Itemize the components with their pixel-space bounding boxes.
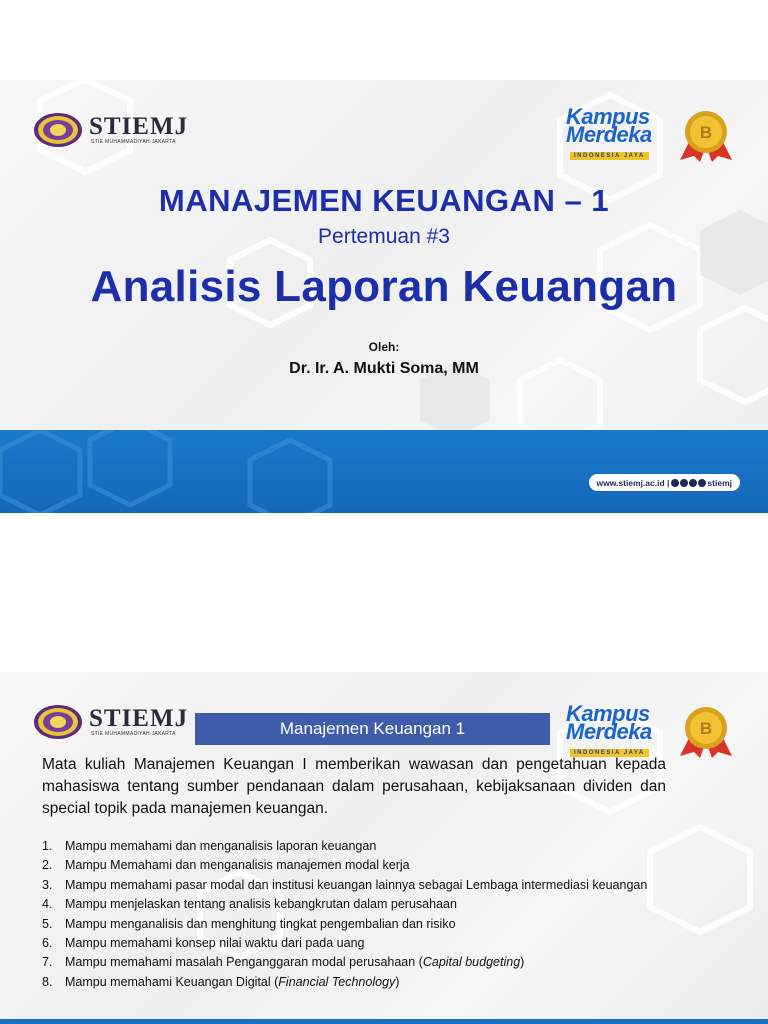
kampus-merdeka-line1: Kampus [566,104,650,129]
kampus-merdeka-line1: Kampus [566,701,650,726]
university-seal-icon [33,112,83,148]
list-item: 8. Mampu memahami Keuangan Digital (Financial Technology) [42,974,400,989]
title-slide [0,80,768,513]
lecture-title: Analisis Laporan Keuangan [90,262,678,311]
medal-letter: B [699,719,713,738]
logo-name: STIEMJ [89,113,189,140]
kampus-merdeka-line2: Merdeka [566,719,652,744]
social-handle: stiemj [707,477,732,488]
list-item: 1. Mampu memahami dan menganalisis laporan keuangan [42,839,377,853]
medal-letter: B [699,123,713,142]
university-seal-icon [33,704,83,740]
website-url: www.stiemj.ac.id | [596,477,670,488]
facebook-icon [698,479,706,487]
social-icons [670,479,706,487]
course-description-slide [0,672,768,1024]
logo-subtitle: STIE MUHAMMADIYAH JAKARTA [91,731,176,737]
list-item: 5. Mampu menganalisis dan menghitung tingkat pengembalian dan risiko [42,916,456,931]
kampus-merdeka-band: INDONESIA JAYA [570,749,649,757]
medal-icon [676,110,736,162]
list-item: 3. Mampu memahami pasar modal dan institusi keuangan lainnya sebagai Lembaga intermediasi keuangan [42,877,648,892]
list-item: 4. Mampu menjelaskan tentang analisis kebangkrutan dalam perusahaan [42,897,457,912]
list-item: 7. Mampu memahami masalah Penganggaran modal perusahaan (Capital budgeting) [42,955,525,970]
section-header: Manajemen Keuangan 1 [195,713,550,745]
footer-band [0,430,768,513]
learning-objectives-list [42,837,647,992]
stiemj-logo [33,704,188,740]
youtube-icon [671,479,679,487]
logo-name: STIEMJ [89,705,189,732]
course-description: Mata kuliah Manajemen Keuangan I memberikan wawasan dan pengetahuan kepada mahasiswa tentang sumber pendanaan dalam perusahaan, kebijaksanaan dividen dan special topik pada manajemen keuangan. [42,756,666,817]
kampus-merdeka-band: INDONESIA JAYA [570,152,649,160]
medal-icon [676,706,736,758]
website-social-pill [589,474,741,491]
kampus-merdeka-logo [566,104,652,162]
stiemj-logo [33,112,188,148]
meeting-number: Pertemuan #3 [318,225,450,248]
by-label: Oleh: [368,340,400,354]
logo-subtitle: STIE MUHAMMADIYAH JAKARTA [91,139,176,145]
kampus-merdeka-line2: Merdeka [566,122,652,147]
list-item: 6. Mampu memahami konsep nilai waktu dari pada uang [42,936,365,951]
author-name: Dr. Ir. A. Mukti Soma, MM [289,360,479,377]
list-item: 2. Mampu Memahami dan menganalisis manajemen modal kerja [42,858,410,873]
bottom-accent-strip [0,1019,768,1024]
instagram-icon [680,479,688,487]
course-title: MANAJEMEN KEUANGAN – 1 [158,183,610,218]
band-hexagon-pattern [0,430,768,513]
kampus-merdeka-logo [566,701,652,759]
twitter-icon [689,479,697,487]
